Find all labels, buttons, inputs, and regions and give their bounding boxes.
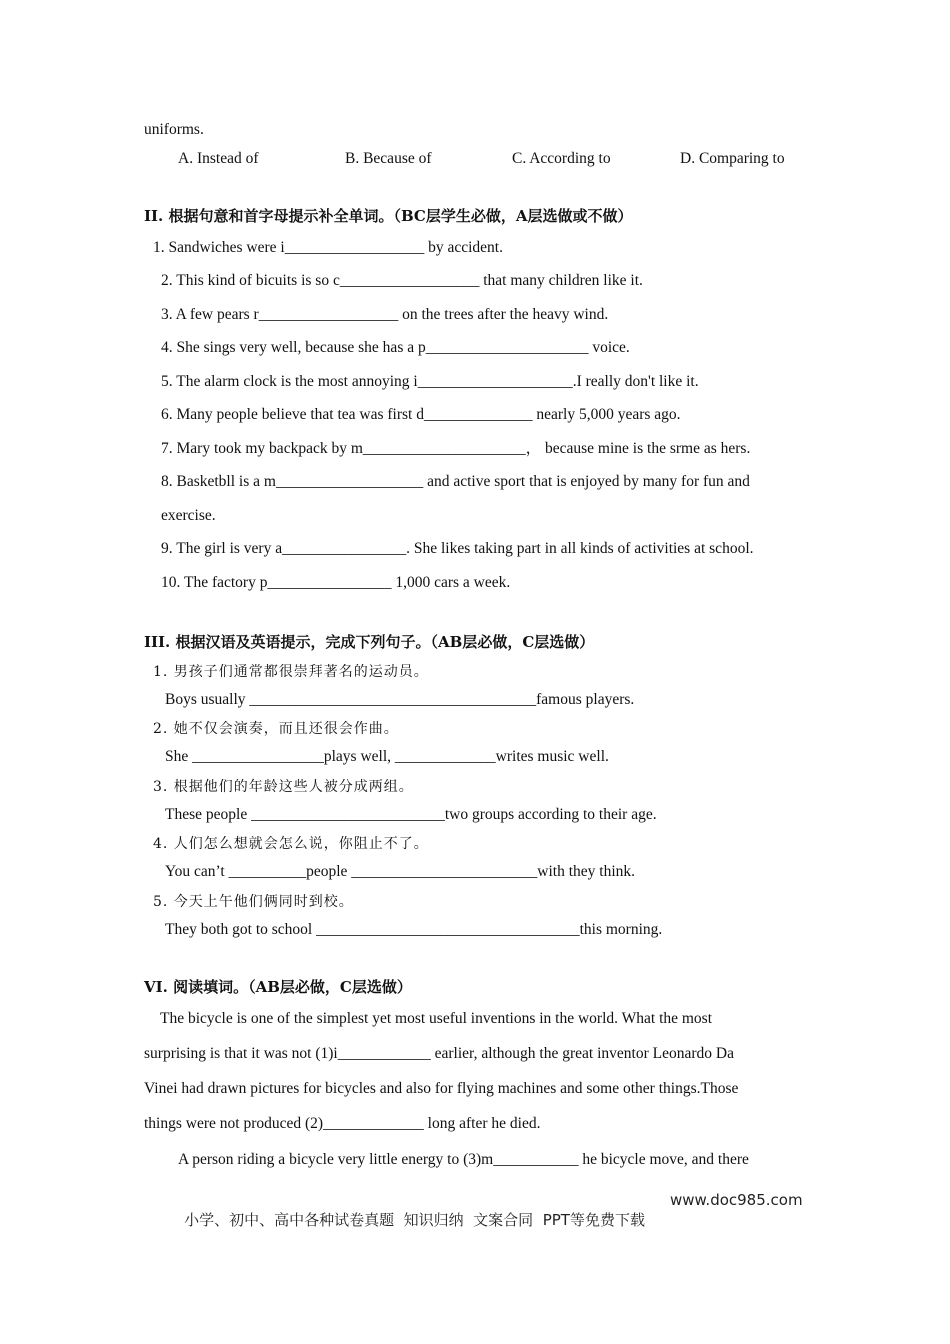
option-d: D. Comparing to (680, 150, 785, 167)
section-3-heading: III. 根据汉语及英语提示，完成下列句子。（AB层必做，C层选做） (144, 633, 595, 651)
s3-item-5-english: They both got to school __________________________________this morning. (165, 921, 663, 938)
s3-item-1-chinese: 1. 男孩子们通常都很崇拜著名的运动员。 (153, 664, 429, 680)
s2-item-5: 5. The alarm clock is the most annoying i____________________.I really don't like it. (161, 373, 699, 390)
question-continuation: uniforms. (144, 121, 204, 138)
s2-item-8: 8. Basketbll is a m___________________ and active sport that is enjoyed by many for fun and (161, 473, 750, 490)
s4-line-3: Vinei had drawn pictures for bicycles and also for flying machines and some other things.Those (144, 1080, 739, 1097)
page-footer (165, 1190, 803, 1270)
section-4-heading: VI. 阅读填词。（AB层必做，C层选做） (144, 978, 412, 996)
s2-item-8-cont: exercise. (161, 507, 216, 524)
s3-item-2-chinese: 2. 她不仅会演奏，而且还很会作曲。 (153, 721, 399, 737)
s2-item-1: 1. Sandwiches were i__________________ by accident. (153, 239, 503, 256)
s3-item-4-chinese: 4. 人们怎么想就会怎么说，你阻止不了。 (153, 836, 429, 852)
s2-item-9: 9. The girl is very a________________. She likes taking part in all kinds of activities at school. (161, 540, 754, 557)
s3-item-2-english: She _________________plays well, _____________writes music well. (165, 748, 609, 765)
s2-item-2: 2. This kind of bicuits is so c__________________ that many children like it. (161, 272, 643, 289)
s4-line-1: The bicycle is one of the simplest yet most useful inventions in the world. What the most (160, 1010, 713, 1027)
s3-item-5-chinese: 5. 今天上午他们俩同时到校。 (153, 894, 354, 910)
s2-item-7: 7. Mary took my backpack by m_____________________， because mine is the srme as hers. (161, 440, 751, 457)
s2-item-10: 10. The factory p________________ 1,000 cars a week. (161, 574, 511, 591)
footer-url[interactable]: www.doc985.com (670, 1191, 803, 1209)
s2-item-3: 3. A few pears r__________________ on the trees after the heavy wind. (161, 306, 609, 323)
s4-line-4: things were not produced (2)_____________ long after he died. (144, 1115, 541, 1132)
s4-line-2: surprising is that it was not (1)i____________ earlier, although the great inventor Leonardo Da (144, 1045, 734, 1062)
s3-item-3-english: These people _________________________two groups according to their age. (165, 806, 657, 823)
s4-line-5: A person riding a bicycle very little energy to (3)m___________ he bicycle move, and there (178, 1151, 749, 1168)
section-2-heading: II. 根据句意和首字母提示补全单词。（BC层学生必做，A层选做或不做） (144, 207, 633, 225)
s3-item-3-chinese: 3. 根据他们的年龄这些人被分成两组。 (153, 779, 414, 795)
option-a: A. Instead of (178, 150, 259, 167)
s3-item-4-english: You can’t __________people ________________________with they think. (165, 863, 636, 880)
s2-item-6: 6. Many people believe that tea was first d______________ nearly 5,000 years ago. (161, 406, 681, 423)
footer-text: 小学、初中、高中各种试卷真题 知识归纳 文案合同 PPT等免费下载 (184, 1211, 645, 1229)
s3-item-1-english: Boys usually _____________________________________famous players. (165, 691, 635, 708)
option-c: C. According to (512, 150, 611, 167)
option-b: B. Because of (345, 150, 432, 167)
s2-item-4: 4. She sings very well, because she has a p_____________________ voice. (161, 339, 630, 356)
